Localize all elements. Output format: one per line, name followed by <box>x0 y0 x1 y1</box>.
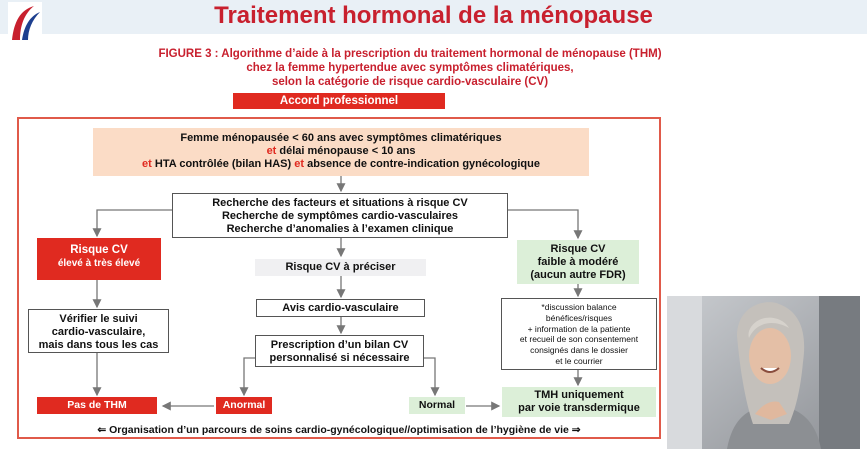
avis-box: Avis cardio-vasculaire <box>256 299 425 317</box>
and-keyword: et <box>142 158 152 170</box>
tmh-line2: par voie transdermique <box>518 402 640 414</box>
prescription-line2: personnalisé si nécessaire <box>269 352 410 364</box>
risk-low-line2: faible à modéré <box>537 256 619 268</box>
discussion-line4: et recueil de son consentement <box>519 334 639 345</box>
figure-caption-line1: FIGURE 3 : Algorithme d’aide à la prescription du traitement hormonal de ménopause (THM) <box>158 48 662 60</box>
condition-line2 <box>93 145 589 158</box>
footer-note: ⇐ Organisation d’un parcours de soins cardio-gynécologique//optimisation de l’hygiène de vie ⇒ <box>97 424 581 436</box>
page-title: Traitement hormonal de la ménopause <box>214 2 653 29</box>
risk-low-line1: Risque CV <box>550 243 606 255</box>
discussion-line1: *discussion balance <box>541 302 617 312</box>
search-line2: Recherche de symptômes cardio-vasculaires <box>221 210 458 222</box>
verify-line1: Vérifier le suivi <box>59 313 138 325</box>
risk-low-line3: (aucun autre FDR) <box>530 269 626 281</box>
accord-badge: Accord professionnel <box>233 93 445 109</box>
condition-line1: Femme ménopausée < 60 ans avec symptômes climatériques <box>180 132 502 144</box>
tmh-line1: TMH uniquement <box>534 389 624 401</box>
search-line3: Recherche d’anomalies à l’examen clinique <box>226 223 454 235</box>
risk-high-line1: Risque CV <box>70 244 128 256</box>
speaker-webcam-photo <box>667 296 860 449</box>
verify-line3: mais dans tous les cas <box>38 339 159 351</box>
search-box <box>172 193 508 238</box>
risk-high-box <box>37 238 161 280</box>
abnormal-box: Anormal <box>216 397 272 414</box>
discussion-line2: bénéfices/risques <box>545 312 613 323</box>
discussion-line6: et le courrier <box>555 355 603 366</box>
discussion-box <box>501 298 657 370</box>
woman-portrait-icon <box>667 296 860 449</box>
figure-caption-line2: chez la femme hypertendue avec symptômes climatériques, <box>246 62 574 74</box>
condition-line3-text: HTA contrôlée (bilan HAS) <box>151 158 295 170</box>
search-line1: Recherche des facteurs et situations à risque CV <box>212 197 468 209</box>
initial-condition-box <box>93 128 589 176</box>
and-keyword: et <box>294 158 305 170</box>
condition-line2-text: délai ménopause < 10 ans <box>276 145 416 157</box>
risk-low-box <box>517 240 639 284</box>
discussion-line3: + information de la patiente <box>527 323 631 334</box>
prescription-box <box>255 335 424 367</box>
condition-line3-end: absence de contre-indication gynécologique <box>304 158 540 170</box>
verify-line2: cardio-vasculaire, <box>51 326 146 338</box>
and-keyword: et <box>266 145 277 157</box>
verify-box <box>28 309 169 353</box>
normal-box: Normal <box>409 397 465 414</box>
discussion-line5: consignés dans le dossier <box>530 345 628 356</box>
risk-high-line2: élevé à très élevé <box>57 258 141 269</box>
prescription-line1: Prescription d’un bilan CV <box>270 339 409 351</box>
condition-line3 <box>93 158 589 171</box>
tmh-box <box>502 387 656 417</box>
no-thm-box: Pas de THM <box>37 397 157 414</box>
figure-caption-line3: selon la catégorie de risque cardio-vasculaire (CV) <box>271 76 549 88</box>
risk-mid-box: Risque CV à préciser <box>255 259 426 276</box>
